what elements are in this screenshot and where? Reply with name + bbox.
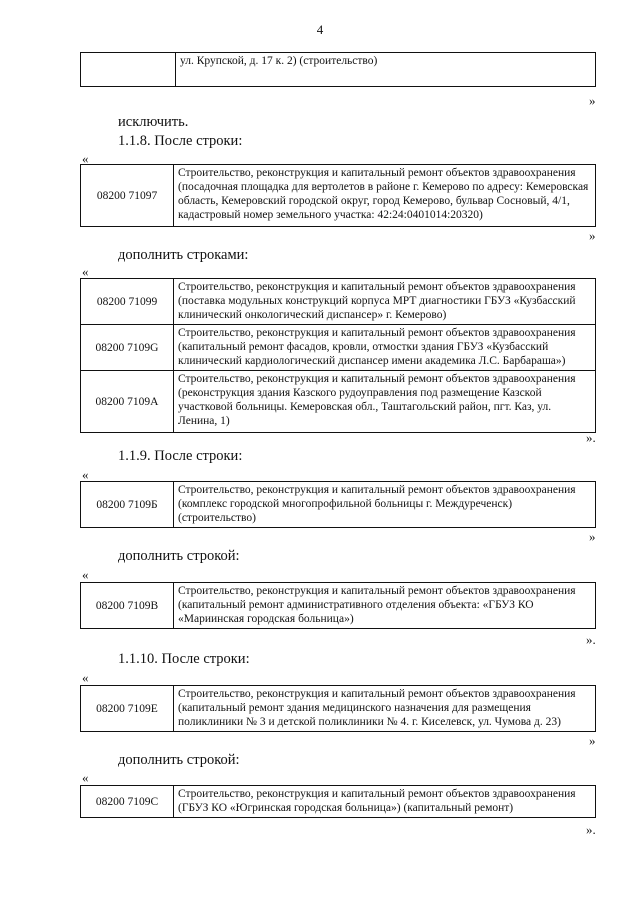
table-description-cell: Строительство, реконструкция и капитальный ремонт объектов здравоохранения (капитальный ремонт здания медицинского назначения для размещения поликлиники № 3 и детской поликлиники № 4. г. Киселевск, ул. Чумова д. 23) xyxy=(174,686,596,732)
table-row xyxy=(81,371,596,433)
exclude-instruction: исключить. xyxy=(118,114,189,130)
table-1-1-10 xyxy=(80,685,596,732)
table-code-cell xyxy=(81,53,176,87)
table-row xyxy=(81,686,596,732)
opening-quote: « xyxy=(82,567,89,582)
table-row xyxy=(81,583,596,629)
section-heading-1-1-8: 1.1.8. После строки: xyxy=(118,133,243,149)
add-rows-label: дополнить строками: xyxy=(118,247,249,263)
closing-quote: » xyxy=(589,733,596,748)
closing-quote: » xyxy=(589,529,596,544)
table-row xyxy=(81,325,596,371)
add-row-label: дополнить строкой: xyxy=(118,752,240,768)
table-code-cell: 08200 7109Е xyxy=(81,686,174,732)
closing-quote: ». xyxy=(586,822,596,837)
table-code-cell: 08200 7109A xyxy=(81,371,174,433)
table-code-cell: 08200 7109G xyxy=(81,325,174,371)
opening-quote: « xyxy=(82,770,89,785)
table-code-cell: 08200 71097 xyxy=(81,165,174,227)
add-row-label: дополнить строкой: xyxy=(118,548,240,564)
opening-quote: « xyxy=(82,151,89,166)
table-1-1-8-additions xyxy=(80,278,596,433)
table-code-cell: 08200 7109В xyxy=(81,583,174,629)
table-row xyxy=(81,786,596,818)
table-description-cell: Строительство, реконструкция и капитальный ремонт объектов здравоохранения (ГБУЗ КО «Югринская городская больница») (капитальный ремонт) xyxy=(174,786,596,818)
table-description-cell: Строительство, реконструкция и капитальный ремонт объектов здравоохранения (поставка модульных конструкций корпуса МРТ диагностики ГБУЗ «Кузбасский клинический онкологический диспансер» г. Кемерово) xyxy=(174,279,596,325)
table-code-cell: 08200 7109Б xyxy=(81,482,174,528)
section-heading-1-1-9: 1.1.9. После строки: xyxy=(118,448,243,464)
table-1-1-8 xyxy=(80,164,596,227)
table-description-cell: Строительство, реконструкция и капитальный ремонт объектов здравоохранения (комплекс городской многопрофильной больницы г. Междуреченск) (строительство) xyxy=(174,482,596,528)
table-description-cell: Строительство, реконструкция и капитальный ремонт объектов здравоохранения (капитальный ремонт фасадов, кровли, отмостки здания ГБУЗ «Кузбасский клинический кардиологический диспансер имени академика Л.С. Барбараша») xyxy=(174,325,596,371)
table-row xyxy=(81,482,596,528)
page-number: 4 xyxy=(316,22,324,37)
continuation-table xyxy=(80,52,596,87)
section-heading-1-1-10: 1.1.10. После строки: xyxy=(118,651,250,667)
table-1-1-10-addition xyxy=(80,785,596,818)
table-1-1-9 xyxy=(80,481,596,528)
table-row xyxy=(81,53,596,87)
closing-quote: » xyxy=(589,93,596,108)
table-code-cell: 08200 71099 xyxy=(81,279,174,325)
opening-quote: « xyxy=(82,467,89,482)
opening-quote: « xyxy=(82,670,89,685)
table-row xyxy=(81,279,596,325)
closing-quote: ». xyxy=(586,430,596,445)
closing-quote: » xyxy=(589,228,596,243)
table-row xyxy=(81,165,596,227)
table-description-cell: Строительство, реконструкция и капитальный ремонт объектов здравоохранения (посадочная площадка для вертолетов в районе г. Кемерово по адресу: Кемеровская область, Кемеровский городской округ, город Кемерово, бульвар Сосновый, 4/1, кадастровый номер земельного участка: 42:24:0401014:20320) xyxy=(174,165,596,227)
table-description-cell: Строительство, реконструкция и капитальный ремонт объектов здравоохранения (реконструкция здания Казского рудоуправления под размещение Казской участковой больницы. Кемеровская обл., Таштагольский район, пгт. Каз, ул. Ленина, 1) xyxy=(174,371,596,433)
table-code-cell: 08200 7109С xyxy=(81,786,174,818)
table-1-1-9-addition xyxy=(80,582,596,629)
table-description-cell: Строительство, реконструкция и капитальный ремонт объектов здравоохранения (капитальный ремонт административного отделения объекта: «ГБУЗ КО «Мариинская городская больница») xyxy=(174,583,596,629)
opening-quote: « xyxy=(82,264,89,279)
closing-quote: ». xyxy=(586,632,596,647)
table-description-cell: ул. Крупской, д. 17 к. 2) (строительство) xyxy=(176,53,596,87)
